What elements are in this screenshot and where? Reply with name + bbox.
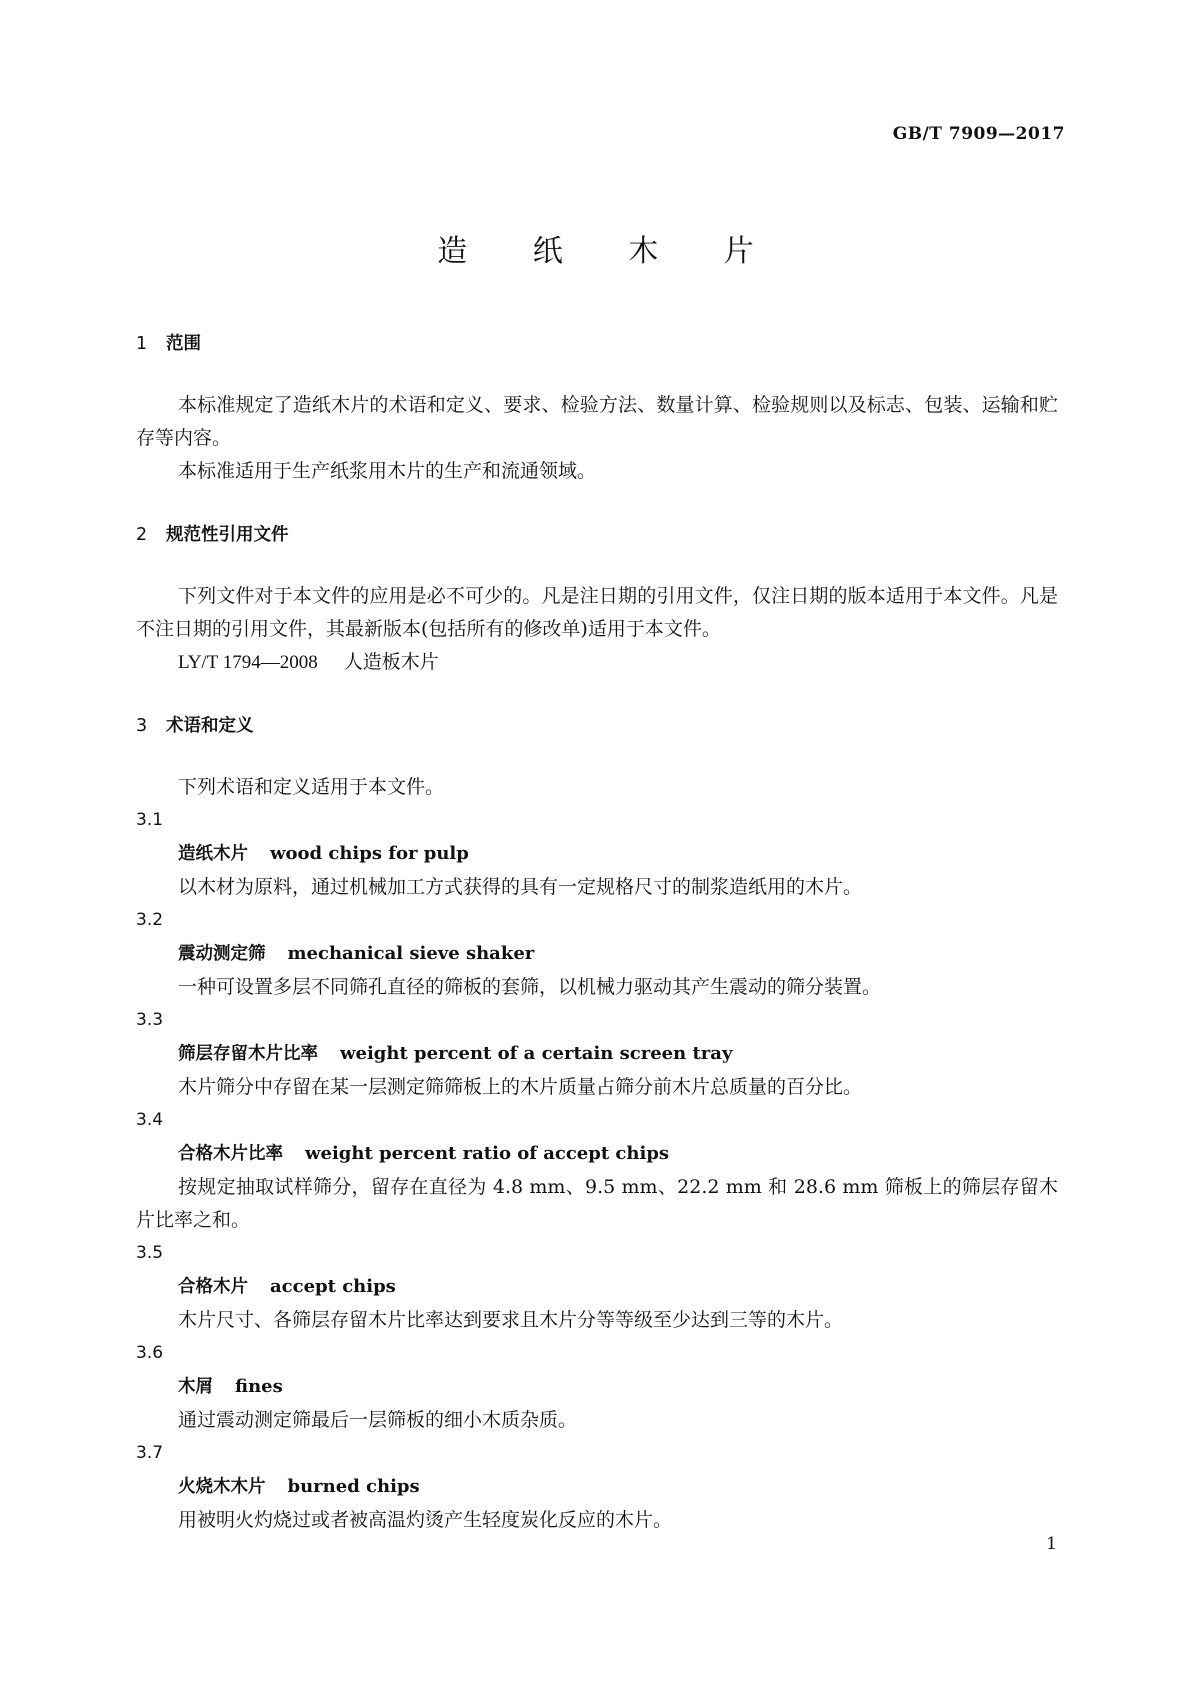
term-name xyxy=(136,1270,1058,1304)
section-number: 2 xyxy=(136,525,148,545)
term-definition: 一种可设置多层不同筛孔直径的筛板的套筛，以机械力驱动其产生震动的筛分装置。 xyxy=(178,976,882,998)
term-en: wood chips for pulp xyxy=(270,843,469,864)
section-title: 术语和定义 xyxy=(166,716,254,736)
paragraph: 本标准规定了造纸木片的术语和定义、要求、检验方法、数量计算、检验规则以及标志、包装、运输和贮存等内容。 xyxy=(136,394,1058,449)
term-number: 3.5 xyxy=(136,1243,164,1263)
section-title: 范围 xyxy=(166,334,201,354)
paragraph: 下列文件对于本文件的应用是必不可少的。凡是注日期的引用文件，仅注日期的版本适用于本文件。凡是不注日期的引用文件，其最新版本(包括所有的修改单)适用于本文件。 xyxy=(136,585,1058,640)
term-zh: 火烧木木片 xyxy=(178,1477,266,1497)
section-number: 1 xyxy=(136,334,148,354)
term-zh: 合格木片比率 xyxy=(178,1144,283,1164)
term-entry xyxy=(136,904,1058,1004)
normative-reference xyxy=(136,646,1058,679)
term-en: mechanical sieve shaker xyxy=(287,943,535,964)
document-body xyxy=(136,328,1058,1537)
term-number: 3.7 xyxy=(136,1443,164,1463)
term-entry xyxy=(136,1104,1058,1237)
term-name xyxy=(136,1370,1058,1404)
term-definition: 通过震动测定筛最后一层筛板的细小木质杂质。 xyxy=(178,1409,578,1431)
term-definition: 木片尺寸、各筛层存留木片比率达到要求且木片分等等级至少达到三等的木片。 xyxy=(178,1309,844,1331)
term-zh: 木屑 xyxy=(178,1377,213,1397)
section-heading-2 xyxy=(136,519,1058,552)
term-zh: 造纸木片 xyxy=(178,844,248,864)
term-en: accept chips xyxy=(270,1276,396,1297)
term-definition: 用被明火灼烧过或者被高温灼烫产生轻度炭化反应的木片。 xyxy=(178,1509,673,1531)
term-name xyxy=(136,1037,1058,1071)
term-number: 3.1 xyxy=(136,810,164,830)
section-heading-1 xyxy=(136,328,1058,361)
page-number: 1 xyxy=(1046,1534,1057,1554)
term-zh: 筛层存留木片比率 xyxy=(178,1044,318,1064)
term-number: 3.6 xyxy=(136,1343,164,1363)
term-en: weight percent of a certain screen tray xyxy=(340,1043,733,1064)
document-title: 造 纸 木 片 xyxy=(437,234,782,269)
term-en: weight percent ratio of accept chips xyxy=(305,1143,670,1164)
section-title: 规范性引用文件 xyxy=(166,525,289,545)
reference-code: LY/T 1794—2008 xyxy=(178,652,318,673)
term-definition: 木片筛分中存留在某一层测定筛筛板上的木片质量占筛分前木片总质量的百分比。 xyxy=(178,1076,863,1098)
term-en: burned chips xyxy=(287,1476,420,1497)
term-name xyxy=(136,837,1058,871)
term-entry xyxy=(136,804,1058,904)
paragraph: 本标准适用于生产纸浆用木片的生产和流通领域。 xyxy=(178,460,597,482)
term-en: fines xyxy=(235,1376,283,1397)
term-definition: 以木材为原料，通过机械加工方式获得的具有一定规格尺寸的制浆造纸用的木片。 xyxy=(178,876,863,898)
reference-title: 人造板木片 xyxy=(343,651,439,673)
term-name xyxy=(136,1470,1058,1504)
term-name xyxy=(136,1137,1058,1171)
term-entry xyxy=(136,1437,1058,1537)
term-entry xyxy=(136,1337,1058,1437)
paragraph: 下列术语和定义适用于本文件。 xyxy=(178,776,445,798)
section-heading-3 xyxy=(136,710,1058,743)
term-number: 3.3 xyxy=(136,1010,164,1030)
section-number: 3 xyxy=(136,716,148,736)
term-number: 3.2 xyxy=(136,910,164,930)
term-definition: 按规定抽取试样筛分，留存在直径为 4.8 mm、9.5 mm、22.2 mm 和 28.6 mm 筛板上的筛层存留木片比率之和。 xyxy=(136,1176,1058,1231)
term-name xyxy=(136,937,1058,971)
term-entry xyxy=(136,1004,1058,1104)
term-entry xyxy=(136,1237,1058,1337)
term-zh: 震动测定筛 xyxy=(178,944,266,964)
term-zh: 合格木片 xyxy=(178,1277,248,1297)
term-number: 3.4 xyxy=(136,1110,164,1130)
standard-code: GB/T 7909—2017 xyxy=(892,124,1065,144)
